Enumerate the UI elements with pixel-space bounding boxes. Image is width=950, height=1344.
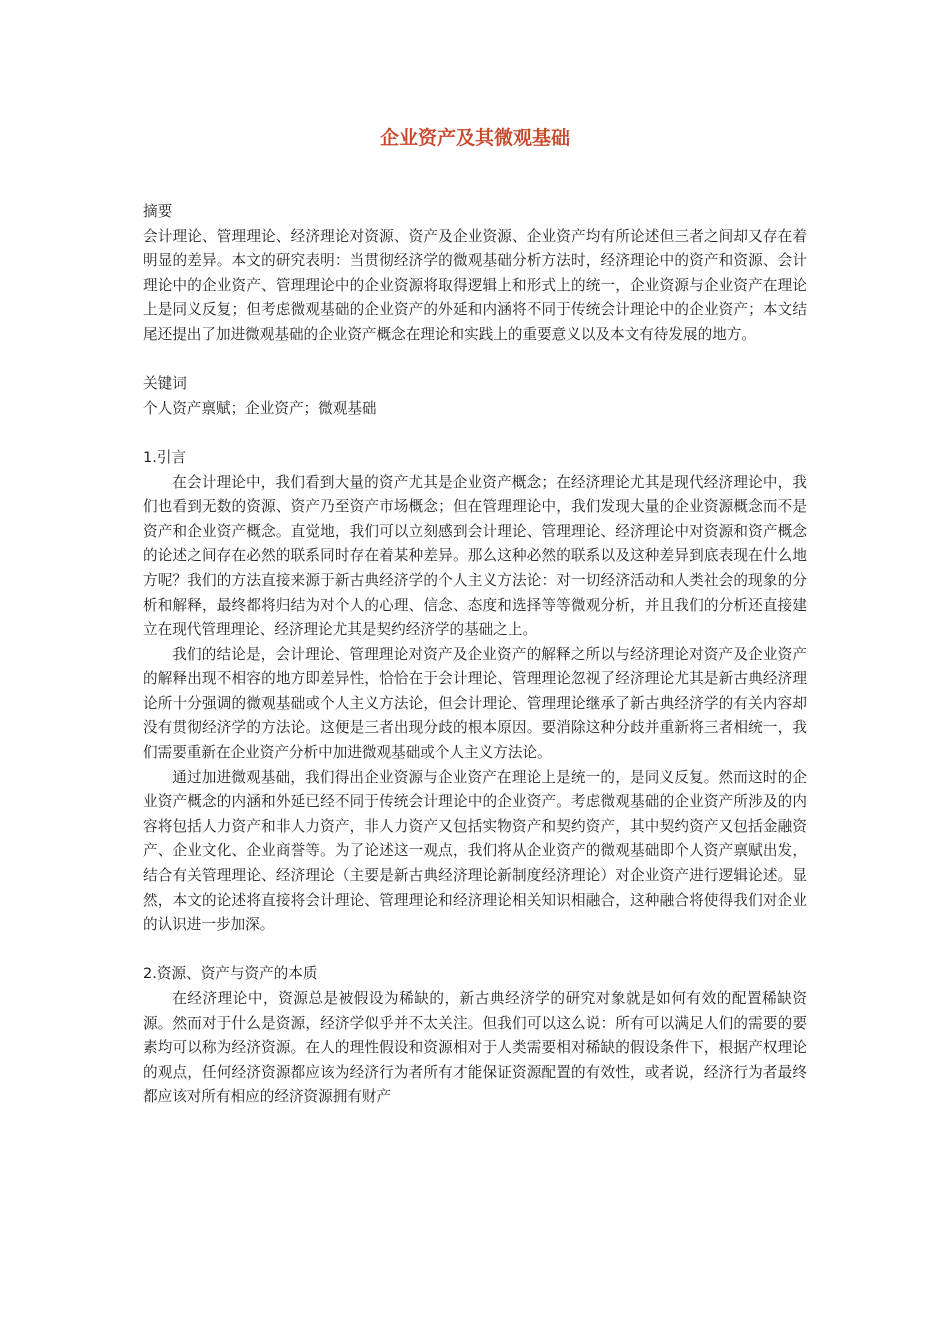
section-heading: 2.资源、资产与资产的本质 [143, 965, 318, 983]
section-introduction [143, 446, 807, 938]
paragraph: 我们的结论是，会计理论、管理理论对资产及企业资产的解释之所以与经济理论对资产及企业资产的解释出现不相容的地方即差异性，恰恰在于会计理论、管理理论忽视了经济理论尤其是新古典经济理论所十分强调的微观基础或个人主义方法论，但会计理论、管理理论继承了新古典经济学的有关内容却没有贯彻经济学的方法论。这便是三者出现分歧的根本原因。要消除这种分歧并重新将三者相统一，我们需要重新在企业资产分析中加进微观基础或个人主义方法论。 [143, 645, 807, 762]
abstract-text: 会计理论、管理理论、经济理论对资源、资产及企业资源、企业资产均有所论述但三者之间却又存在着明显的差异。本文的研究表明：当贯彻经济学的微观基础分析方法时，经济理论中的资产和资源、会计理论中的企业资产、管理理论中的企业资源将取得逻辑上和形式上的统一，企业资源与企业资产在理论上是同义反复；但考虑微观基础的企业资产的外延和内涵将不同于传统会计理论中的企业资产；本文结尾还提出了加进微观基础的企业资产概念在理论和实践上的重要意义以及本文有待发展的地方。 [143, 227, 807, 343]
section-heading: 1.引言 [143, 448, 187, 466]
keywords-text: 个人资产禀赋；企业资产；微观基础 [143, 399, 377, 417]
spacer [143, 421, 807, 446]
spacer [143, 938, 807, 963]
document-body [143, 200, 807, 1110]
keywords-heading: 关键词 [143, 375, 187, 393]
paragraph: 通过加进微观基础，我们得出企业资源与企业资产在理论上是统一的，是同义反复。然而这时的企业资产概念的内涵和外延已经不同于传统会计理论中的企业资产。考虑微观基础的企业资产所涉及的内容将包括人力资产和非人力资产，非人力资产又包括实物资产和契约资产，其中契约资产又包括金融资产、企业文化、企业商誉等。为了论述这一观点，我们将从企业资产的微观基础即个人资产禀赋出发，结合有关管理理论、经济理论（主要是新古典经济理论新制度经济理论）对企业资产进行逻辑论述。显然，本文的论述将直接将会计理论、管理理论和经济理论相关知识相融合，这种融合将使得我们对企业的认识进一步加深。 [143, 768, 807, 934]
abstract-section [143, 200, 807, 348]
keywords-section [143, 372, 807, 421]
document-title: 企业资产及其微观基础 [379, 127, 570, 149]
abstract-heading: 摘要 [143, 203, 173, 220]
paragraph: 在经济理论中，资源总是被假设为稀缺的，新古典经济学的研究对象就是如何有效的配置稀缺资源。然而对于什么是资源，经济学似乎并不太关注。但我们可以这么说：所有可以满足人们的需要的要素均可以称为经济资源。在人的理性假设和资源相对于人类需要相对稀缺的假设条件下，根据产权理论的观点，任何经济资源都应该为经济行为者所有才能保证资源配置的有效性，或者说，经济行为者最终都应该对所有相应的经济资源拥有财产 [143, 990, 807, 1106]
section-resources-assets [143, 962, 807, 1110]
spacer [143, 348, 807, 373]
paragraph: 在会计理论中，我们看到大量的资产尤其是企业资产概念；在经济理论尤其是现代经济理论中，我们也看到无数的资源、资产乃至资产市场概念；但在管理理论中，我们发现大量的企业资源概念而不是资产和企业资产概念。直觉地，我们可以立刻感到会计理论、管理理论、经济理论中对资源和资产概念的论述之间存在必然的联系同时存在着某种差异。那么这种必然的联系以及这种差异到底表现在什么地方呢？我们的方法直接来源于新古典经济学的个人主义方法论：对一切经济活动和人类社会的现象的分析和解释，最终都将归结为对个人的心理、信念、态度和选择等等微观分析，并且我们的分析还直接建立在现代管理理论、经济理论尤其是契约经济学的基础之上。 [143, 473, 807, 639]
